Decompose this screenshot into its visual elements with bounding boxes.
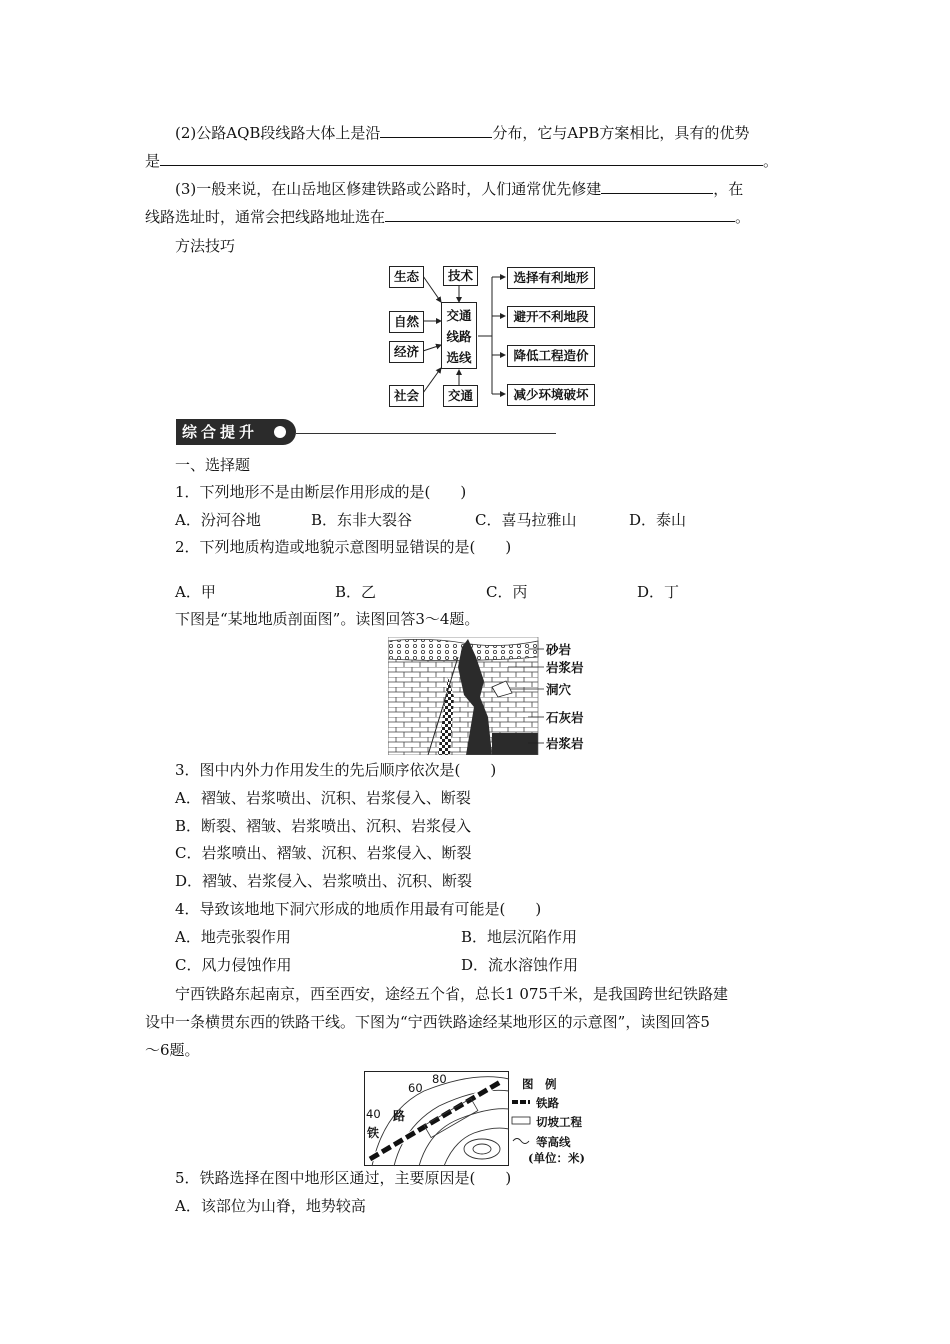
factor-technology: 技术 <box>443 266 478 286</box>
factor-economy: 经济 <box>389 341 424 363</box>
result-avoid: 避开不利地段 <box>507 306 595 328</box>
q2-text-d: 。 <box>763 152 779 170</box>
geo-label-limestone: 石灰岩 <box>546 710 584 725</box>
q3-text-a: (3)一般来说，在山岳地区修建铁路或公路时，人们通常优先修建 <box>175 180 602 198</box>
result-environment: 减少环境破坏 <box>507 384 595 406</box>
factor-transport: 交通 <box>443 385 478 407</box>
q3m-stem: 3．图中内外力作用发生的先后顺序依次是( ) <box>175 761 497 779</box>
q2m-stem: 2．下列地质构造或地貌示意图明显错误的是( ) <box>175 538 512 556</box>
factor-ecology: 生态 <box>389 266 424 288</box>
intro-5-6-line2: 设中一条横贯东西的铁路干线。下图为“宁西铁路途经某地形区的示意图”，读图回答5 <box>145 1013 710 1031</box>
q1-option-b[interactable]: B．东非大裂谷 <box>311 511 413 529</box>
q4m-option-b[interactable]: B．地层沉陷作用 <box>461 928 578 946</box>
q1-option-a[interactable]: A．汾河谷地 <box>175 511 261 529</box>
legend-unit: (单位：米) <box>528 1151 585 1165</box>
legend-title: 图 例 <box>522 1077 557 1091</box>
method-title: 方法技巧 <box>175 237 236 255</box>
intro-3-4: 下图是“某地地质剖面图”。读图回答3～4题。 <box>175 610 480 628</box>
q3m-option-a[interactable]: A．褶皱、岩浆喷出、沉积、岩浆侵入、断裂 <box>175 789 471 807</box>
legend-railway: 铁路 <box>536 1096 559 1110</box>
q3m-option-b[interactable]: B．断裂、褶皱、岩浆喷出、沉积、岩浆侵入 <box>175 817 472 835</box>
geo-label-cave: 洞穴 <box>546 682 572 697</box>
intro-5-6-line3: ～6题。 <box>145 1041 200 1059</box>
rail-label-char-2: 路 <box>393 1109 406 1123</box>
contour-label-60: 60 <box>408 1081 423 1095</box>
q2m-option-c[interactable]: C．丙 <box>486 583 528 601</box>
factor-nature: 自然 <box>389 311 424 333</box>
q4m-option-d[interactable]: D．流水溶蚀作用 <box>461 956 579 974</box>
q1-option-d[interactable]: D．泰山 <box>629 511 687 529</box>
result-terrain: 选择有利地形 <box>507 267 595 289</box>
geo-label-magma-1: 岩浆岩 <box>546 660 584 675</box>
q2m-option-d[interactable]: D．丁 <box>637 583 680 601</box>
q2m-option-a[interactable]: A．甲 <box>175 583 216 601</box>
q1-option-c[interactable]: C．喜马拉雅山 <box>475 511 577 529</box>
q5m-option-a[interactable]: A．该部位为山脊，地势较高 <box>175 1197 366 1215</box>
legend-cut-slope: 切坡工程 <box>536 1115 582 1129</box>
q3m-option-c[interactable]: C．岩浆喷出、褶皱、沉积、岩浆侵入、断裂 <box>175 844 472 862</box>
contour-label-80: 80 <box>432 1072 447 1086</box>
center-line: 选线 <box>446 350 472 365</box>
geo-label-sandstone: 砂岩 <box>546 642 572 657</box>
q5m-stem: 5．铁路选择在图中地形区通过，主要原因是( ) <box>175 1169 512 1187</box>
result-cost: 降低工程造价 <box>507 345 595 367</box>
section-banner: 综合提升 <box>176 419 296 445</box>
center-line: 交通 <box>446 308 472 323</box>
q3-text-d: 。 <box>735 208 751 226</box>
q2m-option-b[interactable]: B．乙 <box>335 583 377 601</box>
geo-label-magma-2: 岩浆岩 <box>546 736 584 751</box>
factor-society: 社会 <box>389 385 424 407</box>
banner-rule <box>296 433 556 434</box>
geologic-section-figure <box>388 637 594 755</box>
center-box <box>441 302 477 369</box>
intro-5-6-line1: 宁西铁路东起南京，西至西安，途经五个省，总长1 075千米，是我国跨世纪铁路建 <box>175 985 728 1003</box>
q3-text-c: 线路选址时，通常会把线路地址选在 <box>145 208 386 226</box>
railway-map-figure <box>364 1071 604 1167</box>
rail-label-char-1: 铁 <box>367 1126 380 1140</box>
q3m-option-d[interactable]: D．褶皱、岩浆侵入、岩浆喷出、沉积、断裂 <box>175 872 473 890</box>
section-heading: 一、选择题 <box>175 456 251 474</box>
q1-stem: 1．下列地形不是由断层作用形成的是( ) <box>175 483 467 501</box>
q2-text-a: (2)公路AQB段线路大体上是沿 <box>175 124 381 142</box>
contour-label-40: 40 <box>366 1107 381 1121</box>
q2-text-c: 是 <box>145 152 161 170</box>
center-line: 线路 <box>446 329 472 344</box>
banner-dot <box>274 426 286 438</box>
q4m-option-a[interactable]: A．地壳张裂作用 <box>175 928 291 946</box>
legend-contour: 等高线 <box>536 1135 571 1149</box>
q4m-option-c[interactable]: C．风力侵蚀作用 <box>175 956 292 974</box>
q3-text-b: ，在 <box>713 180 744 198</box>
q2-text-b: 分布，它与APB方案相比，具有的优势 <box>492 124 750 142</box>
q4m-stem: 4．导致该地地下洞穴形成的地质作用最有可能是( ) <box>175 900 542 918</box>
